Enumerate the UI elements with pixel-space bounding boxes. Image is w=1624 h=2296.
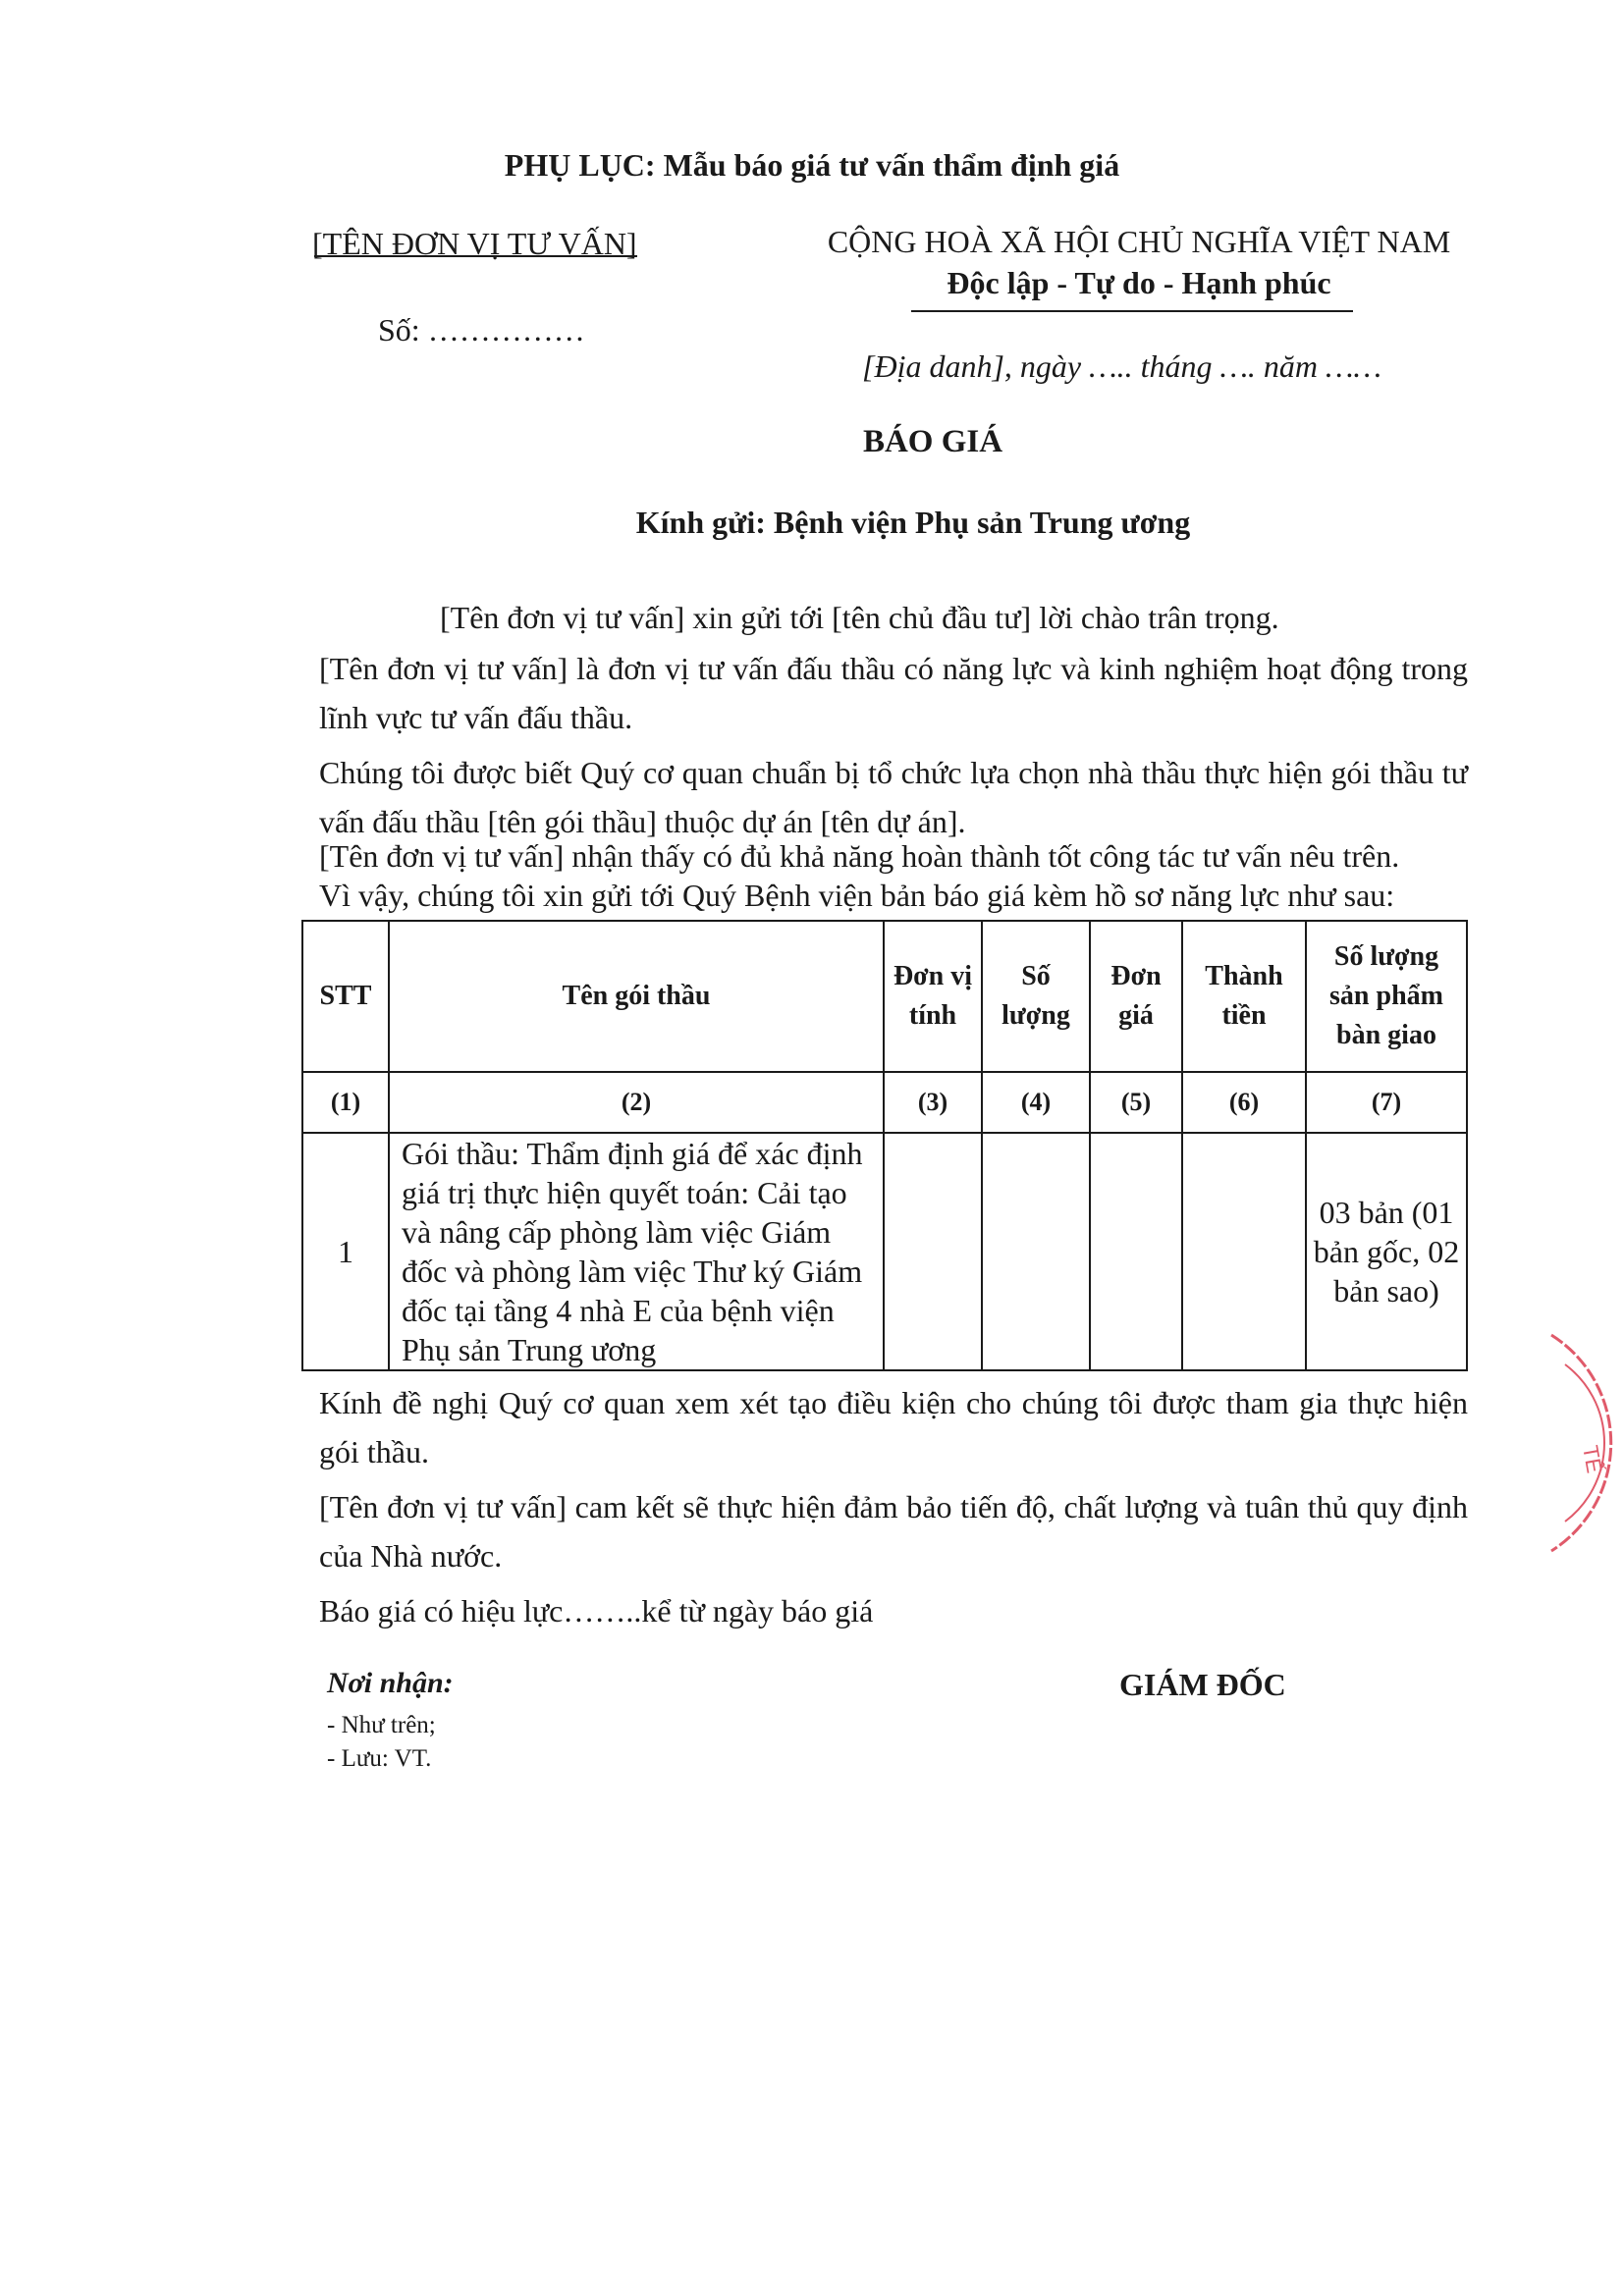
- unit-name-text: [TÊN ĐƠN VỊ TƯ VẤN]: [312, 226, 637, 261]
- commitment-paragraph: [Tên đơn vị tư vấn] cam kết sẽ thực hiện đảm bảo tiến độ, chất lượng và tuân thủ quy định của Nhà nước.: [319, 1489, 1468, 1574]
- header-package-name: Tên gói thầu: [389, 921, 884, 1072]
- header-quantity: Số lượng: [982, 921, 1090, 1072]
- column-number: (5): [1090, 1072, 1182, 1133]
- motto-underline: [911, 310, 1353, 312]
- header-stt: STT: [302, 921, 389, 1072]
- recipient-item: - Lưu: VT.: [327, 1745, 432, 1772]
- red-stamp-fragment: [1532, 1325, 1624, 1561]
- stamp-text: TẾ: [1578, 1443, 1607, 1475]
- table-header-row: [302, 921, 1467, 1072]
- consulting-unit-name: [312, 226, 637, 262]
- column-number: (3): [884, 1072, 982, 1133]
- row-unit-price: [1090, 1133, 1182, 1370]
- awareness-paragraph: Chúng tôi được biết Quý cơ quan chuẩn bị tổ chức lựa chọn nhà thầu thực hiện gói thầu tư vấn đấu thầu [tên gói thầu] thuộc dự án [tên dự án].: [319, 755, 1468, 839]
- signer-title: GIÁM ĐỐC: [1119, 1667, 1286, 1702]
- column-number: (2): [389, 1072, 884, 1133]
- validity-paragraph: Báo giá có hiệu lực……..kể từ ngày báo giá: [319, 1593, 874, 1629]
- offer-line-2: Vì vậy, chúng tôi xin gửi tới Quý Bệnh viện bản báo giá kèm hồ sơ năng lực như sau:: [319, 878, 1395, 913]
- header-amount: Thành tiền: [1182, 921, 1306, 1072]
- row-quantity: [982, 1133, 1090, 1370]
- row-stt: 1: [302, 1133, 389, 1370]
- recipient-line: Kính gửi: Bệnh viện Phụ sản Trung ương: [635, 505, 1191, 540]
- document-number: Số: ……………: [378, 312, 585, 347]
- row-package-name: Gói thầu: Thẩm định giá để xác định giá trị thực hiện quyết toán: Cải tạo và nâng cấp phòng làm việc Giám đốc và phòng làm việc Thư ký Giám đốc tại tầng 4 nhà E của bệnh viện Phụ sản Trung ương: [389, 1133, 884, 1370]
- column-number-row: [302, 1072, 1467, 1133]
- appendix-title: PHỤ LỤC: Mẫu báo giá tư vấn thẩm định giá: [504, 147, 1120, 183]
- row-amount: [1182, 1133, 1306, 1370]
- header-unit: Đơn vị tính: [884, 921, 982, 1072]
- national-motto: Độc lập - Tự do - Hạnh phúc: [947, 265, 1331, 300]
- header-deliverables: Số lượng sản phẩm bàn giao: [1306, 921, 1467, 1072]
- place-date-line: [Địa danh], ngày ….. tháng …. năm ……: [862, 348, 1381, 384]
- quotation-table: [301, 920, 1468, 1371]
- greeting-paragraph: [Tên đơn vị tư vấn] xin gửi tới [tên chủ đầu tư] lời chào trân trọng.: [440, 600, 1279, 635]
- row-deliverables: 03 bản (01 bản gốc, 02 bản sao): [1306, 1133, 1467, 1370]
- column-number: (7): [1306, 1072, 1467, 1133]
- offer-line-1: [Tên đơn vị tư vấn] nhận thấy có đủ khả năng hoàn thành tốt công tác tư vấn nêu trên.: [319, 838, 1400, 874]
- column-number: (6): [1182, 1072, 1306, 1133]
- column-number: (1): [302, 1072, 389, 1133]
- offer-paragraph: [319, 836, 1468, 915]
- recipients-label: Nơi nhận:: [327, 1667, 454, 1699]
- recipient-item: - Như trên;: [327, 1712, 436, 1738]
- document-title: BÁO GIÁ: [862, 424, 1003, 459]
- request-paragraph: Kính đề nghị Quý cơ quan xem xét tạo điều kiện cho chúng tôi được tham gia thực hiện gói thầu.: [319, 1385, 1468, 1469]
- row-unit: [884, 1133, 982, 1370]
- table-row: [302, 1133, 1467, 1370]
- national-title: CỘNG HOÀ XÃ HỘI CHỦ NGHĨA VIỆT NAM: [827, 224, 1451, 259]
- capability-paragraph: [Tên đơn vị tư vấn] là đơn vị tư vấn đấu thầu có năng lực và kinh nghiệm hoạt động trong lĩnh vực tư vấn đấu thầu.: [319, 651, 1468, 735]
- header-unit-price: Đơn giá: [1090, 921, 1182, 1072]
- column-number: (4): [982, 1072, 1090, 1133]
